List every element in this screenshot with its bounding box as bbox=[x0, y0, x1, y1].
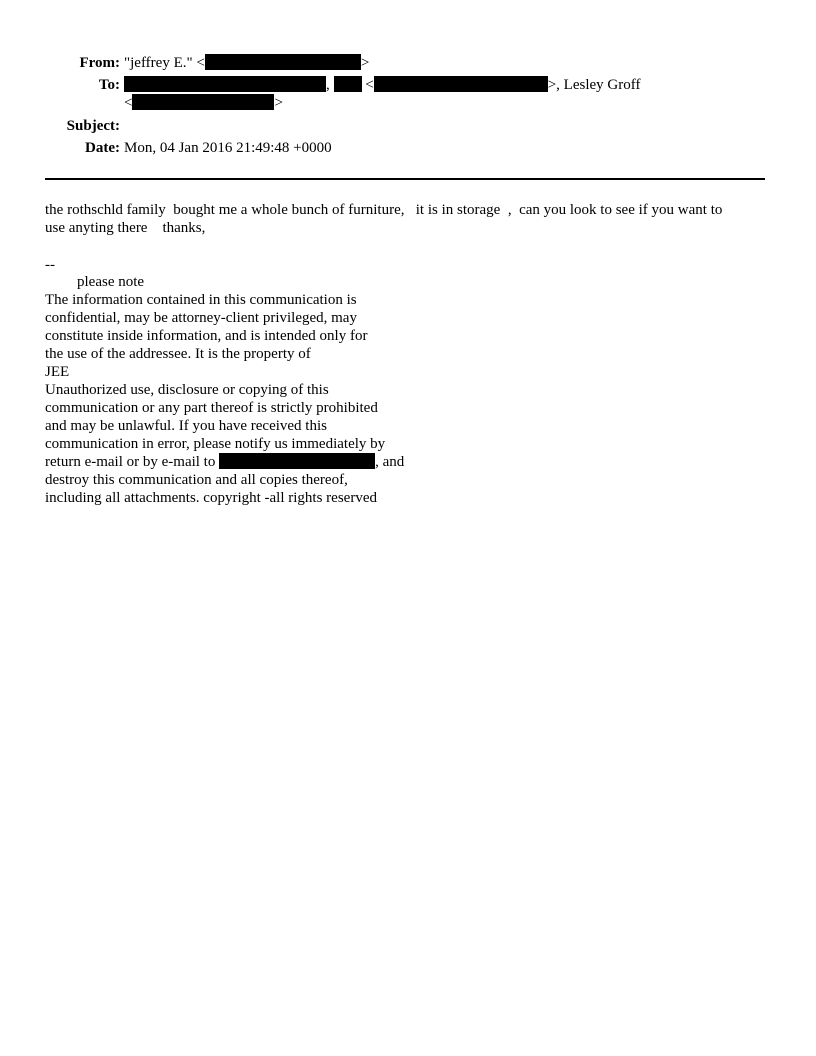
disclaimer-line: confidential, may be attorney-client privileged, may bbox=[45, 310, 357, 326]
disclaimer-line: JEE bbox=[45, 364, 70, 380]
from-label: From: bbox=[79, 55, 120, 71]
header-from-row bbox=[0, 53, 816, 73]
header-to-row bbox=[0, 75, 816, 95]
from-value bbox=[124, 53, 369, 73]
to-value-continued bbox=[124, 93, 283, 113]
header-date-row bbox=[0, 138, 816, 158]
header-subject-row bbox=[0, 116, 816, 136]
email-prefix: return e-mail or by e-mail to bbox=[45, 454, 220, 470]
disclaimer-line: The information contained in this communication is bbox=[45, 292, 357, 308]
disclaimer-line: Unauthorized use, disclosure or copying of this bbox=[45, 382, 329, 398]
to-open-bracket: < bbox=[124, 95, 133, 111]
disclaimer-line: constitute inside information, and is intended only for bbox=[45, 328, 368, 344]
redaction-block bbox=[374, 76, 548, 92]
subject-label: Subject: bbox=[66, 118, 120, 134]
from-close: > bbox=[360, 55, 370, 71]
to-recipient-name: >, Lesley Groff bbox=[547, 77, 641, 93]
date-label: Date: bbox=[85, 140, 120, 156]
from-name: "jeffrey E." < bbox=[124, 55, 205, 71]
message-line: the rothschld family bought me a whole bunch of furniture, it is in storage , can you look to see if you want to bbox=[45, 202, 723, 218]
date-value: Mon, 04 Jan 2016 21:49:48 +0000 bbox=[124, 140, 332, 156]
signature-separator: -- bbox=[45, 257, 55, 273]
header-divider bbox=[45, 178, 765, 180]
disclaimer-line: communication or any part thereof is strictly prohibited bbox=[45, 400, 378, 416]
please-note: please note bbox=[77, 274, 145, 290]
disclaimer-line: the use of the addressee. It is the property of bbox=[45, 346, 311, 362]
to-close-bracket: > bbox=[274, 95, 283, 111]
to-value bbox=[124, 75, 640, 95]
disclaimer-email-line bbox=[45, 453, 404, 471]
disclaimer-line: and may be unlawful. If you have received this bbox=[45, 418, 327, 434]
email-suffix: , and bbox=[375, 454, 405, 470]
to-open-bracket: < bbox=[361, 77, 374, 93]
disclaimer-line: communication in error, please notify us immediately by bbox=[45, 436, 386, 452]
redaction-block bbox=[132, 94, 274, 110]
to-separator: , bbox=[326, 77, 334, 93]
disclaimer-line: destroy this communication and all copies thereof, bbox=[45, 472, 348, 488]
redaction-block bbox=[124, 76, 326, 92]
to-label: To: bbox=[98, 77, 120, 93]
redaction-block bbox=[334, 76, 362, 92]
redaction-block bbox=[205, 54, 361, 70]
message-line: use anyting there thanks, bbox=[45, 220, 206, 236]
header-to-row-continued bbox=[0, 93, 816, 113]
disclaimer-line: including all attachments. copyright -all rights reserved bbox=[45, 490, 377, 506]
redaction-block bbox=[219, 453, 375, 469]
